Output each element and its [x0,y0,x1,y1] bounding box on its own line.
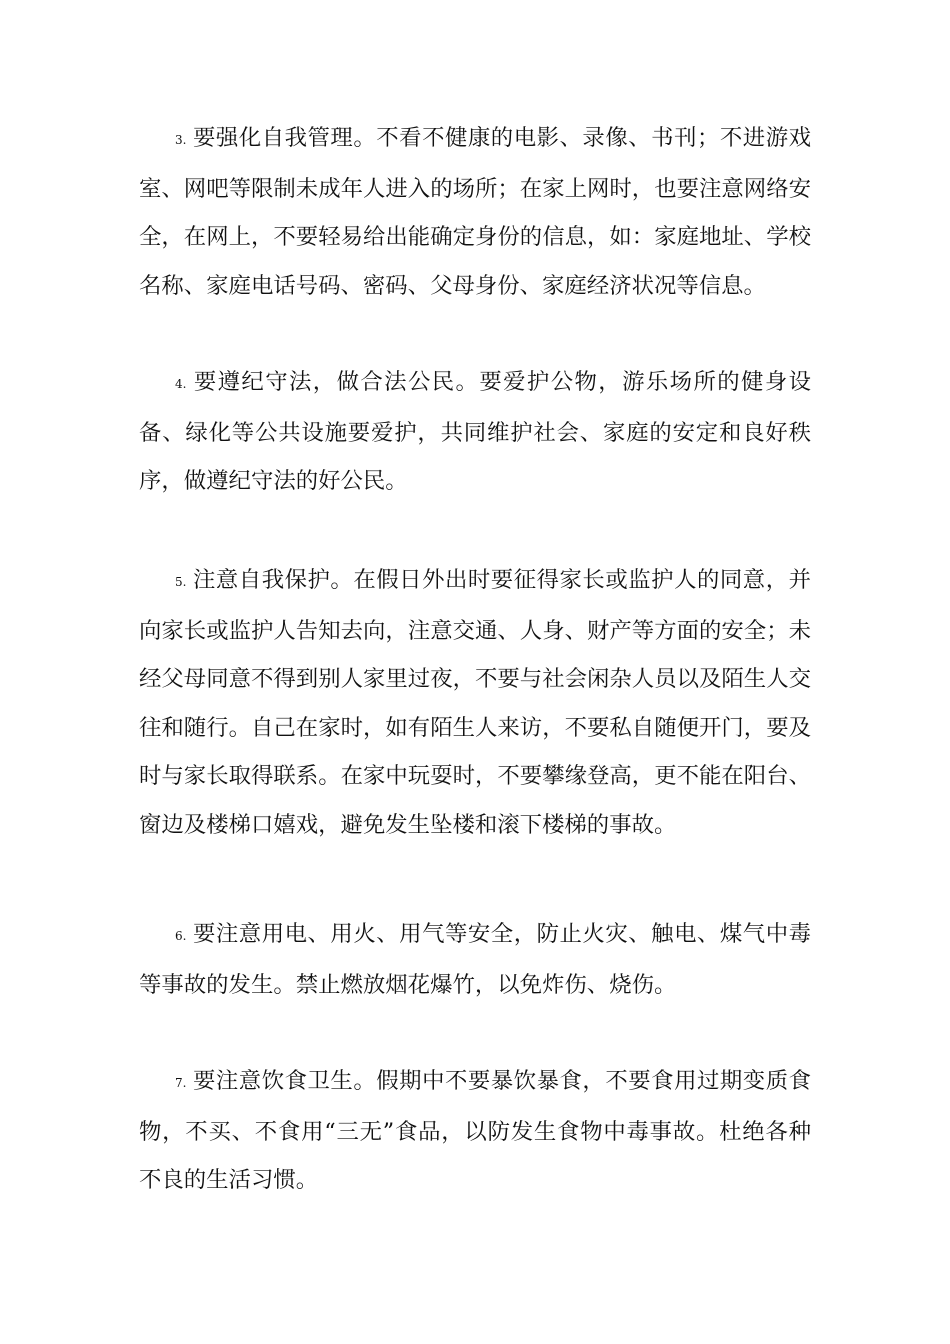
paragraph-text: 要注意用电、用火、用气等安全，防止火灾、触电、煤气中毒等事故的发生。禁止燃放烟花爆竹，以免炸伤、烧伤。 [139,921,811,998]
paragraph-text: 要注意饮食卫生。假期中不要暴饮暴食，不要食用过期变质食物，不买、不食用“三无”食品，以防发生食物中毒事故。杜绝各种不良的生活习惯。 [139,1068,811,1193]
paragraph-number: 5. [175,575,187,589]
paragraph-number: 6. [175,929,187,943]
paragraph-number: 4. [175,377,187,391]
paragraph-text: 注意自我保护。在假日外出时要征得家长或监护人的同意，并向家长或监护人告知去向，注意交通、人身、财产等方面的安全；未经父母同意不得到别人家里过夜，不要与社会闲杂人员以及陌生人交往和随行。自己在家时，如有陌生人来访，不要私自随便开门，要及时与家长取得联系。在家中玩耍时，不要攀缘登高，更不能在阳台、窗边及楼梯口嬉戏，避免发生坠楼和滚下楼梯的事故。 [139,567,811,838]
paragraph-5 [139,556,811,849]
paragraph-text: 要强化自我管理。不看不健康的电影、录像、书刊；不进游戏室、网吧等限制未成年人进入的场所；在家上网时，也要注意网络安全，在网上，不要轻易给出能确定身份的信息，如：家庭地址、学校名称、家庭电话号码、密码、父母身份、家庭经济状况等信息。 [139,125,811,299]
paragraph-7 [139,1057,811,1205]
paragraph-6 [139,910,811,1009]
paragraph-number: 3. [175,133,187,147]
paragraph-3 [139,114,811,310]
paragraph-4 [139,358,811,506]
paragraph-text: 要遵纪守法，做合法公民。要爱护公物，游乐场所的健身设备、绿化等公共设施要爱护，共同维护社会、家庭的安定和良好秩序，做遵纪守法的好公民。 [139,369,811,494]
paragraph-number: 7. [175,1076,187,1090]
